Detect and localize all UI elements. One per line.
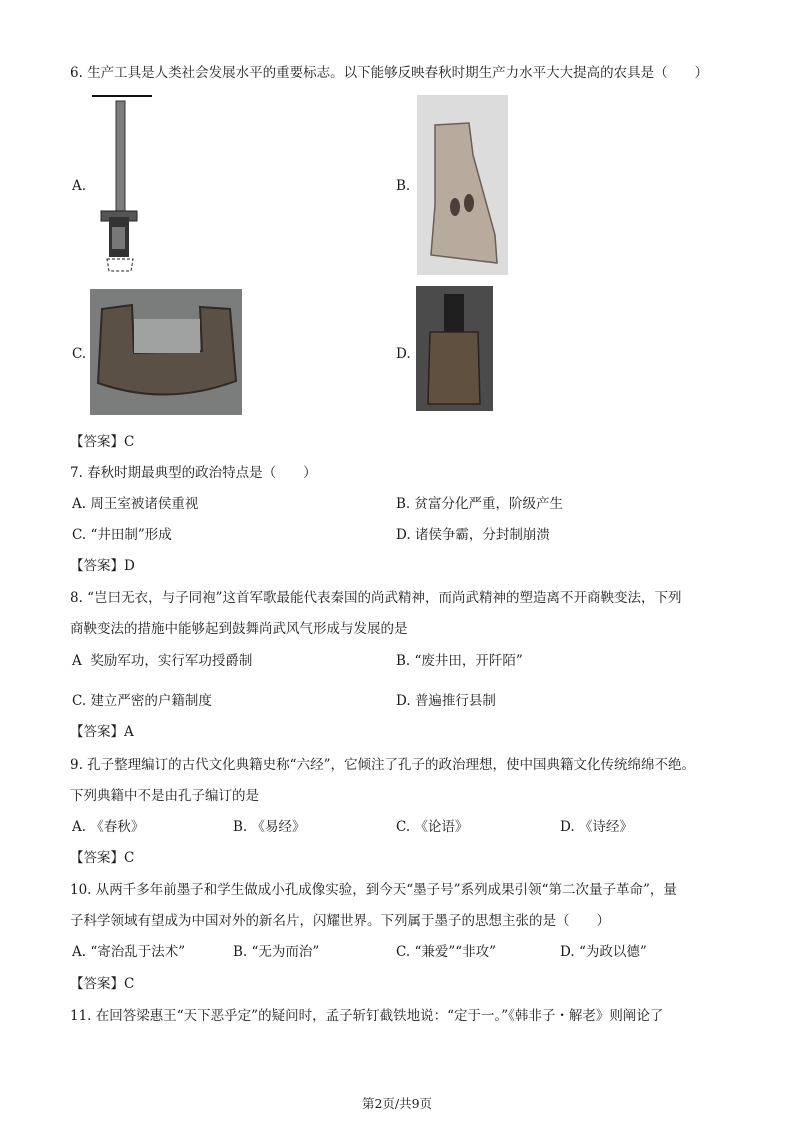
q9-option-b[interactable]	[233, 818, 306, 836]
q10-option-a-label: A.	[72, 944, 87, 960]
q6-stem: 6. 生产工具是人类社会发展水平的重要标志。以下能够反映春秋时期生产力水平大大提高的农具是（ ）	[70, 65, 709, 81]
q7-option-b[interactable]	[396, 495, 563, 513]
q8-stem-line2: 商鞅变法的措施中能够起到鼓舞尚武风气形成与发展的是	[70, 621, 408, 637]
q10-option-a-text: “寄治乱于法术”	[90, 944, 186, 960]
q9-option-c[interactable]	[396, 818, 468, 836]
q6-image-c-tool	[90, 289, 242, 415]
q7-option-b-text: 贫富分化严重，阶级产生	[414, 496, 564, 512]
q7-option-c[interactable]	[72, 526, 172, 544]
q7-stem: 7. 春秋时期最典型的政治特点是（ ）	[70, 465, 317, 481]
q9-option-d-label: D.	[560, 819, 575, 835]
q9-option-a-label: A.	[72, 819, 87, 835]
q7-option-c-text: “井田制”形成	[90, 527, 172, 543]
q9-stem-line2: 下列典籍中不是由孔子编订的是	[70, 788, 259, 804]
q8-option-a[interactable]	[72, 652, 252, 670]
q9-option-c-text: 《论语》	[414, 819, 469, 835]
q10-stem-line2: 子科学领域有望成为中国对外的新名片，闪耀世界。下列属于墨子的思想主张的是（ ）	[70, 913, 610, 929]
q7-option-d-text: 诸侯争霸，分封制崩溃	[414, 527, 550, 543]
q9-option-c-label: C.	[396, 819, 411, 835]
q8-option-d-text: 普遍推行县制	[414, 693, 496, 709]
q10-option-c-text: “兼爱”“非攻”	[414, 944, 497, 960]
q11-stem-line1: 11. 在回答梁惠王“天下恶乎定”的疑问时，孟子斩钉截铁地说：“定于一。”《韩非子・解老》则阐论了	[70, 1008, 664, 1024]
q8-option-c[interactable]	[72, 692, 212, 710]
q8-option-a-label: A	[72, 653, 82, 669]
q8-stem-line1: 8. “岂曰无衣，与子同袍”这首军歌最能代表秦国的尚武精神，而尚武精神的塑造离不开商鞅变法，下列	[70, 590, 682, 606]
page-footer: 第2页/共9页	[361, 1096, 433, 1111]
q10-option-d-text: “为政以德”	[578, 944, 647, 960]
q8-option-c-text: 建立严密的户籍制度	[90, 693, 212, 709]
q6-option-a-label[interactable]: A.	[72, 178, 87, 194]
q7-option-b-label: B.	[396, 496, 411, 512]
q9-option-d-text: 《诗经》	[578, 819, 633, 835]
q7-option-c-label: C.	[72, 527, 87, 543]
q7-option-a[interactable]	[72, 495, 198, 513]
q8-option-c-label: C.	[72, 693, 87, 709]
q9-option-b-text: 《易经》	[251, 819, 306, 835]
q8-option-b-label: B.	[396, 653, 411, 669]
q8-option-a-text: 奖励军功，实行军功授爵制	[90, 653, 253, 669]
q10-option-a[interactable]	[72, 943, 185, 961]
q10-option-c-label: C.	[396, 944, 411, 960]
q9-option-b-label: B.	[233, 819, 248, 835]
q9-stem-line1: 9. 孔子整理编订的古代文化典籍史称“六经”，它倾注了孔子的政治理想，使中国典籍文化传统绵绵不绝。	[70, 757, 695, 773]
q8-option-d-label: D.	[396, 693, 411, 709]
q6-image-d-tool	[416, 286, 493, 411]
q8-option-b[interactable]	[396, 652, 523, 670]
q6-option-c-label[interactable]: C.	[72, 346, 87, 362]
q6-image-a-tool	[88, 93, 158, 275]
q6-answer: 【答案】C	[70, 434, 135, 450]
q10-stem-line1: 10. 从两千多年前墨子和学生做成小孔成像实验，到今天“墨子号”系列成果引领“第二次量子革命”，量	[70, 882, 677, 898]
q9-answer: 【答案】C	[70, 850, 135, 866]
q7-option-d-label: D.	[396, 527, 411, 543]
q10-option-b-text: “无为而治”	[251, 944, 320, 960]
q10-option-d[interactable]	[560, 943, 647, 961]
q10-option-c[interactable]	[396, 943, 496, 961]
q9-option-a-text: 《春秋》	[90, 819, 145, 835]
q6-option-b-label[interactable]: B.	[396, 178, 411, 194]
q9-option-a[interactable]	[72, 818, 144, 836]
q7-option-a-label: A.	[72, 496, 87, 512]
q8-option-b-text: “废井田，开阡陌”	[414, 653, 523, 669]
q9-option-d[interactable]	[560, 818, 633, 836]
q7-option-d[interactable]	[396, 526, 550, 544]
q6-option-d-label[interactable]: D.	[396, 346, 411, 362]
q8-option-d[interactable]	[396, 692, 496, 710]
q10-option-d-label: D.	[560, 944, 575, 960]
q10-option-b-label: B.	[233, 944, 248, 960]
q10-option-b[interactable]	[233, 943, 319, 961]
q7-option-a-text: 周王室被诸侯重视	[90, 496, 199, 512]
q8-answer: 【答案】A	[70, 724, 134, 740]
q6-image-b-tool	[417, 95, 508, 275]
q7-answer: 【答案】D	[70, 558, 135, 574]
q10-answer: 【答案】C	[70, 976, 135, 992]
